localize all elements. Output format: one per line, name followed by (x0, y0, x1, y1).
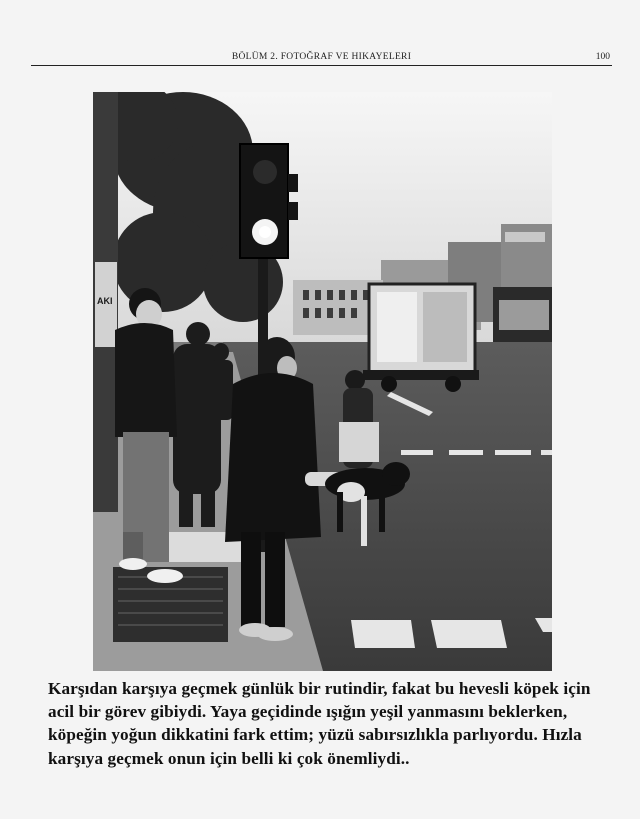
running-header (31, 51, 612, 66)
shop-sign-text: AKI (97, 296, 113, 306)
street-crossing-photo (93, 92, 552, 671)
page-number: 100 (595, 52, 610, 62)
chapter-title: BÖLÜM 2. FOTOĞRAF VE HIKAYELERI (231, 52, 412, 62)
photo-caption: Karşıdan karşıya geçmek günlük bir rutindir, fakat bu hevesli köpek için acil bir görev gibiydi. Yaya geçidinde ışığın yeşil yanmasını beklerken, köpeğin yoğun dikkatini fark ettim; yüzü sabırsızlıkla parlıyordu. Hızla karşıya geçmek onun için belli ki çok önemliydi.. (48, 679, 591, 768)
delivery-truck (363, 284, 479, 392)
